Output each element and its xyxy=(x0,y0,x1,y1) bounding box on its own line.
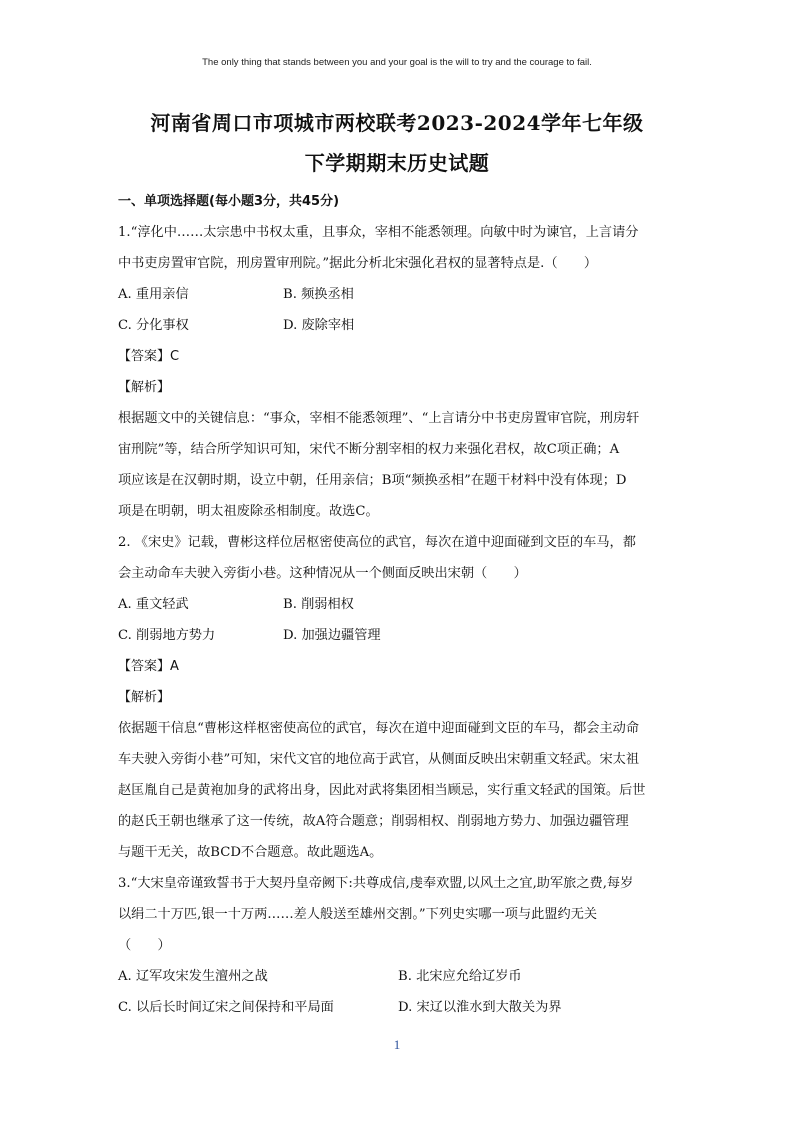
page-subtitle: 下学期期末历史试题 xyxy=(304,151,490,175)
question-2 xyxy=(118,527,678,868)
analysis-line: 赵匡胤自己是黄袍加身的武将出身，因此对武将集团相当顾忌，实行重文轻武的国策。后世 xyxy=(118,783,646,798)
question-stem-line: 会主动命车夫驶入旁街小巷。这种情况从一个侧面反映出宋朝（ ） xyxy=(118,566,527,581)
option-b: B. 削弱相权 xyxy=(283,597,354,612)
analysis-label: 【解析】 xyxy=(118,690,171,705)
question-1 xyxy=(118,217,678,527)
options-row xyxy=(118,279,678,310)
answer-line: 【答案】A xyxy=(118,659,179,674)
document-body xyxy=(118,186,678,1023)
question-stem-line: 3.“大宋皇帝谨致誓书于大契丹皇帝阙下:共尊成信,虔奉欢盟,以风土之宜,助军旅之费,每岁 xyxy=(118,876,634,891)
option-c: C. 分化事权 xyxy=(118,318,189,333)
header-motto: The only thing that stands between you and your goal is the will to try and the courage to fail. xyxy=(202,57,592,68)
analysis-line: 车夫驶入旁街小巷”可知，宋代文官的地位高于武官，从侧面反映出宋朝重文轻武。宋太祖 xyxy=(118,752,640,767)
option-b: B. 北宋应允给辽岁币 xyxy=(398,969,522,984)
options-row xyxy=(118,961,678,992)
analysis-line: 根据题文中的关键信息：“事众，宰相不能悉领理”、“上言请分中书吏房置审官院，刑房轩 xyxy=(118,411,640,426)
option-a: A. 重文轻武 xyxy=(118,597,189,612)
analysis-line: 项是在明朝，明太祖废除丞相制度。故选C。 xyxy=(118,504,379,519)
question-stem-line: 1.“淳化中……太宗患中书权太重，且事众，宰相不能悉领理。向敏中时为谏官，上言请分 xyxy=(118,225,639,240)
question-stem-line: （ ） xyxy=(118,938,171,953)
options-row xyxy=(118,620,678,651)
option-c: C. 以后长时间辽宋之间保持和平局面 xyxy=(118,1000,334,1015)
page-title: 河南省周口市项城市两校联考2023-2024学年七年级 xyxy=(150,111,644,135)
question-stem-line: 2. 《宋史》记载，曹彬这样位居枢密使高位的武官，每次在道中迎面碰到文臣的车马，都 xyxy=(118,535,636,550)
question-stem-line: 以绢二十万匹,银一十万两……差人般送至雄州交割。”下列史实哪一项与此盟约无关 xyxy=(118,907,598,922)
option-d: D. 加强边疆管理 xyxy=(283,628,381,643)
question-stem-line: 中书吏房置审官院，刑房置审刑院。”据此分析北宋强化君权的显著特点是.（ ） xyxy=(118,256,598,271)
analysis-line: 的赵氏王朝也继承了这一传统，故A符合题意；削弱相权、削弱地方势力、加强边疆管理 xyxy=(118,814,629,829)
options-row xyxy=(118,310,678,341)
question-3 xyxy=(118,868,678,1023)
option-a: A. 辽军攻宋发生澶州之战 xyxy=(118,969,268,984)
analysis-line: 依据题干信息“曹彬这样枢密使高位的武官，每次在道中迎面碰到文臣的车马，都会主动命 xyxy=(118,721,640,736)
analysis-line: 宙刑院”等，结合所学知识可知，宋代不断分割宰相的权力来强化君权，故C项正确；A xyxy=(118,442,620,457)
option-b: B. 频换丞相 xyxy=(283,287,354,302)
answer-line: 【答案】C xyxy=(118,349,180,364)
option-d: D. 废除宰相 xyxy=(283,318,355,333)
analysis-line: 项应该是在汉朝时期，设立中朝，任用亲信；B项“频换丞相”在题干材料中没有体现；D xyxy=(118,473,627,488)
analysis-label: 【解析】 xyxy=(118,380,171,395)
options-row xyxy=(118,589,678,620)
section-heading: 一、单项选择题(每小题3分，共45分) xyxy=(118,194,340,209)
options-row xyxy=(118,992,678,1023)
page-number: 1 xyxy=(393,1037,401,1052)
analysis-line: 与题干无关，故BCD不合题意。故此题选A。 xyxy=(118,845,383,860)
option-d: D. 宋辽以淮水到大散关为界 xyxy=(398,1000,562,1015)
option-a: A. 重用亲信 xyxy=(118,287,189,302)
option-c: C. 削弱地方势力 xyxy=(118,628,216,643)
